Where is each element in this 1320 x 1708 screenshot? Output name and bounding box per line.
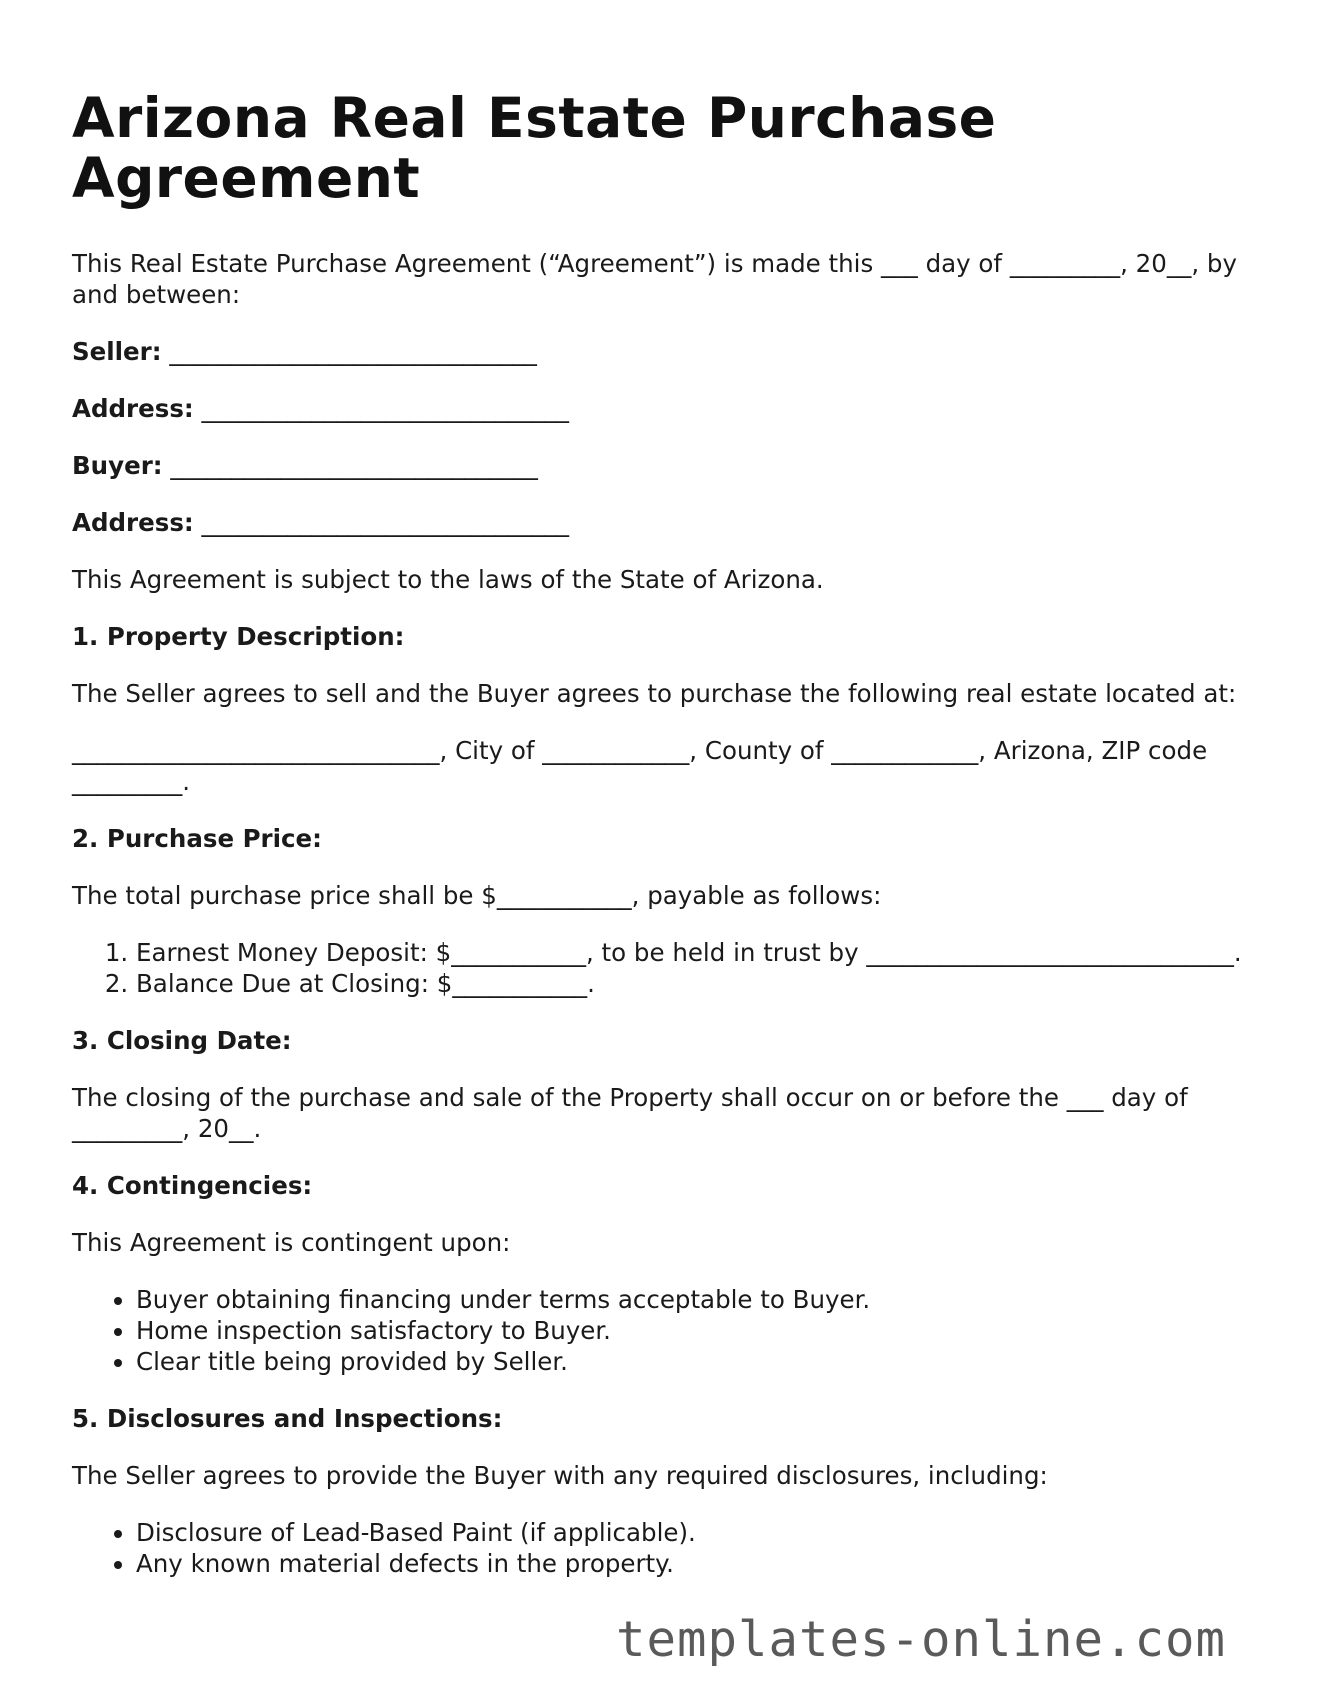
list-item: • Disclosure of Lead-Based Paint (if applicable). <box>136 1517 1248 1548</box>
seller-label: Seller: <box>72 337 162 366</box>
intro-paragraph: This Real Estate Purchase Agreement (“Agreement”) is made this ___ day of _________, 20__, by and between: <box>72 249 1237 309</box>
closing-heading: 3. Closing Date: <box>72 1026 292 1055</box>
price-heading: 2. Purchase Price: <box>72 824 322 853</box>
list-item: • Home inspection satisfactory to Buyer. <box>136 1315 1248 1346</box>
disclosures-heading: 5. Disclosures and Inspections: <box>72 1404 503 1433</box>
property-text: The Seller agrees to sell and the Buyer agrees to purchase the following real estate located at: <box>72 679 1237 708</box>
document-title: Arizona Real Estate Purchase Agreement <box>72 86 997 210</box>
buyer-label: Buyer: <box>72 451 163 480</box>
property-heading: 1. Property Description: <box>72 622 405 651</box>
price-text: The total purchase price shall be $___________, payable as follows: <box>72 881 882 910</box>
buyer-blank: ______________________________ <box>170 451 538 480</box>
closing-text: The closing of the purchase and sale of the Property shall occur on or before the ___ day of _________, 20__. <box>72 1083 1188 1143</box>
buyer-address-blank: ______________________________ <box>201 508 569 537</box>
governing-law: This Agreement is subject to the laws of the State of Arizona. <box>72 565 824 594</box>
contingencies-text: This Agreement is contingent upon: <box>72 1228 511 1257</box>
list-item: • Buyer obtaining financing under terms acceptable to Buyer. <box>136 1284 1248 1315</box>
list-item: • Clear title being provided by Seller. <box>136 1346 1248 1377</box>
contingencies-list <box>72 1284 1248 1377</box>
list-item: • Any known material defects in the property. <box>136 1548 1248 1579</box>
payment-list <box>72 937 1248 999</box>
disclosures-list <box>72 1517 1248 1579</box>
buyer-address-label: Address: <box>72 508 194 537</box>
buyer-line <box>72 450 1248 481</box>
property-address-line: ______________________________, City of ____________, County of ____________, Arizona, ZIP code _________. <box>72 736 1208 796</box>
seller-address-label: Address: <box>72 394 194 423</box>
seller-line <box>72 336 1248 367</box>
document-page <box>72 88 1248 1605</box>
watermark: templates-online.com <box>616 1611 1227 1668</box>
contingencies-heading: 4. Contingencies: <box>72 1171 313 1200</box>
list-item: 1. Earnest Money Deposit: $___________, to be held in trust by ______________________________. <box>136 937 1248 968</box>
disclosures-text: The Seller agrees to provide the Buyer with any required disclosures, including: <box>72 1461 1048 1490</box>
list-item: 2. Balance Due at Closing: $___________. <box>136 968 1248 999</box>
seller-address-blank: ______________________________ <box>201 394 569 423</box>
seller-blank: ______________________________ <box>169 337 537 366</box>
seller-address-line <box>72 393 1248 424</box>
buyer-address-line <box>72 507 1248 538</box>
